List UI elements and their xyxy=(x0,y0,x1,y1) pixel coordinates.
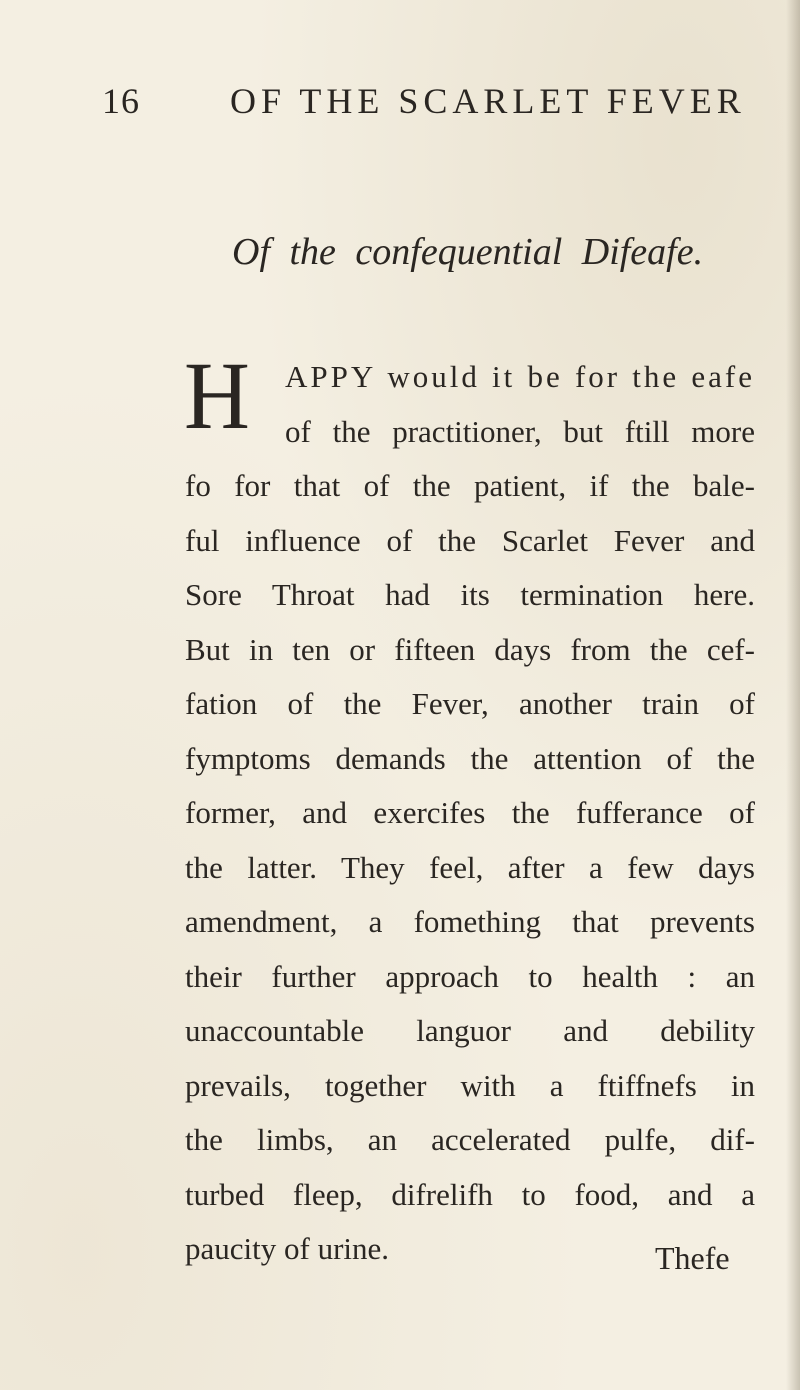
text-line: Sore Throat had its termination here. xyxy=(185,577,755,612)
text-line: fymptoms demands the attention of the xyxy=(185,740,755,776)
text-line: the latter. They feel, after a few days xyxy=(185,849,755,885)
text-line: unaccountable languor and debility xyxy=(185,1013,755,1048)
page-number: 16 xyxy=(102,81,140,121)
text-line: fation of the Fever, another train of xyxy=(185,686,755,721)
text-line: former, and exercifes the fufferance of xyxy=(185,795,755,830)
text-line: turbed fleep, difrelifh to food, and a xyxy=(185,1176,755,1212)
text-line: But in ten or fifteen days from the cef- xyxy=(185,631,755,667)
body-paragraph xyxy=(184,342,755,1277)
drop-cap: H xyxy=(184,342,250,449)
catchword: Thefe xyxy=(655,1240,730,1276)
section-title: Of the confequential Difeafe. xyxy=(232,231,704,273)
text-line: amendment, a fomething that prevents xyxy=(185,904,755,939)
text-line: ful influence of the Scarlet Fever and xyxy=(185,522,755,558)
page-edge-shadow xyxy=(786,0,800,1390)
text-line: of the practitioner, but ftill more xyxy=(285,413,755,449)
text-line: fo for that of the patient, if the bale- xyxy=(185,468,755,503)
text-line: APPY would it be for the eafe xyxy=(285,359,755,394)
running-title: OF THE SCARLET FEVER xyxy=(230,81,746,121)
text-line: paucity of urine. xyxy=(185,1231,390,1266)
running-head xyxy=(102,72,782,122)
text-line: prevails, together with a ftiffnefs in xyxy=(185,1067,755,1103)
text-line: their further approach to health : an xyxy=(185,958,755,994)
text-line: the limbs, an accelerated pulfe, dif- xyxy=(185,1122,755,1157)
